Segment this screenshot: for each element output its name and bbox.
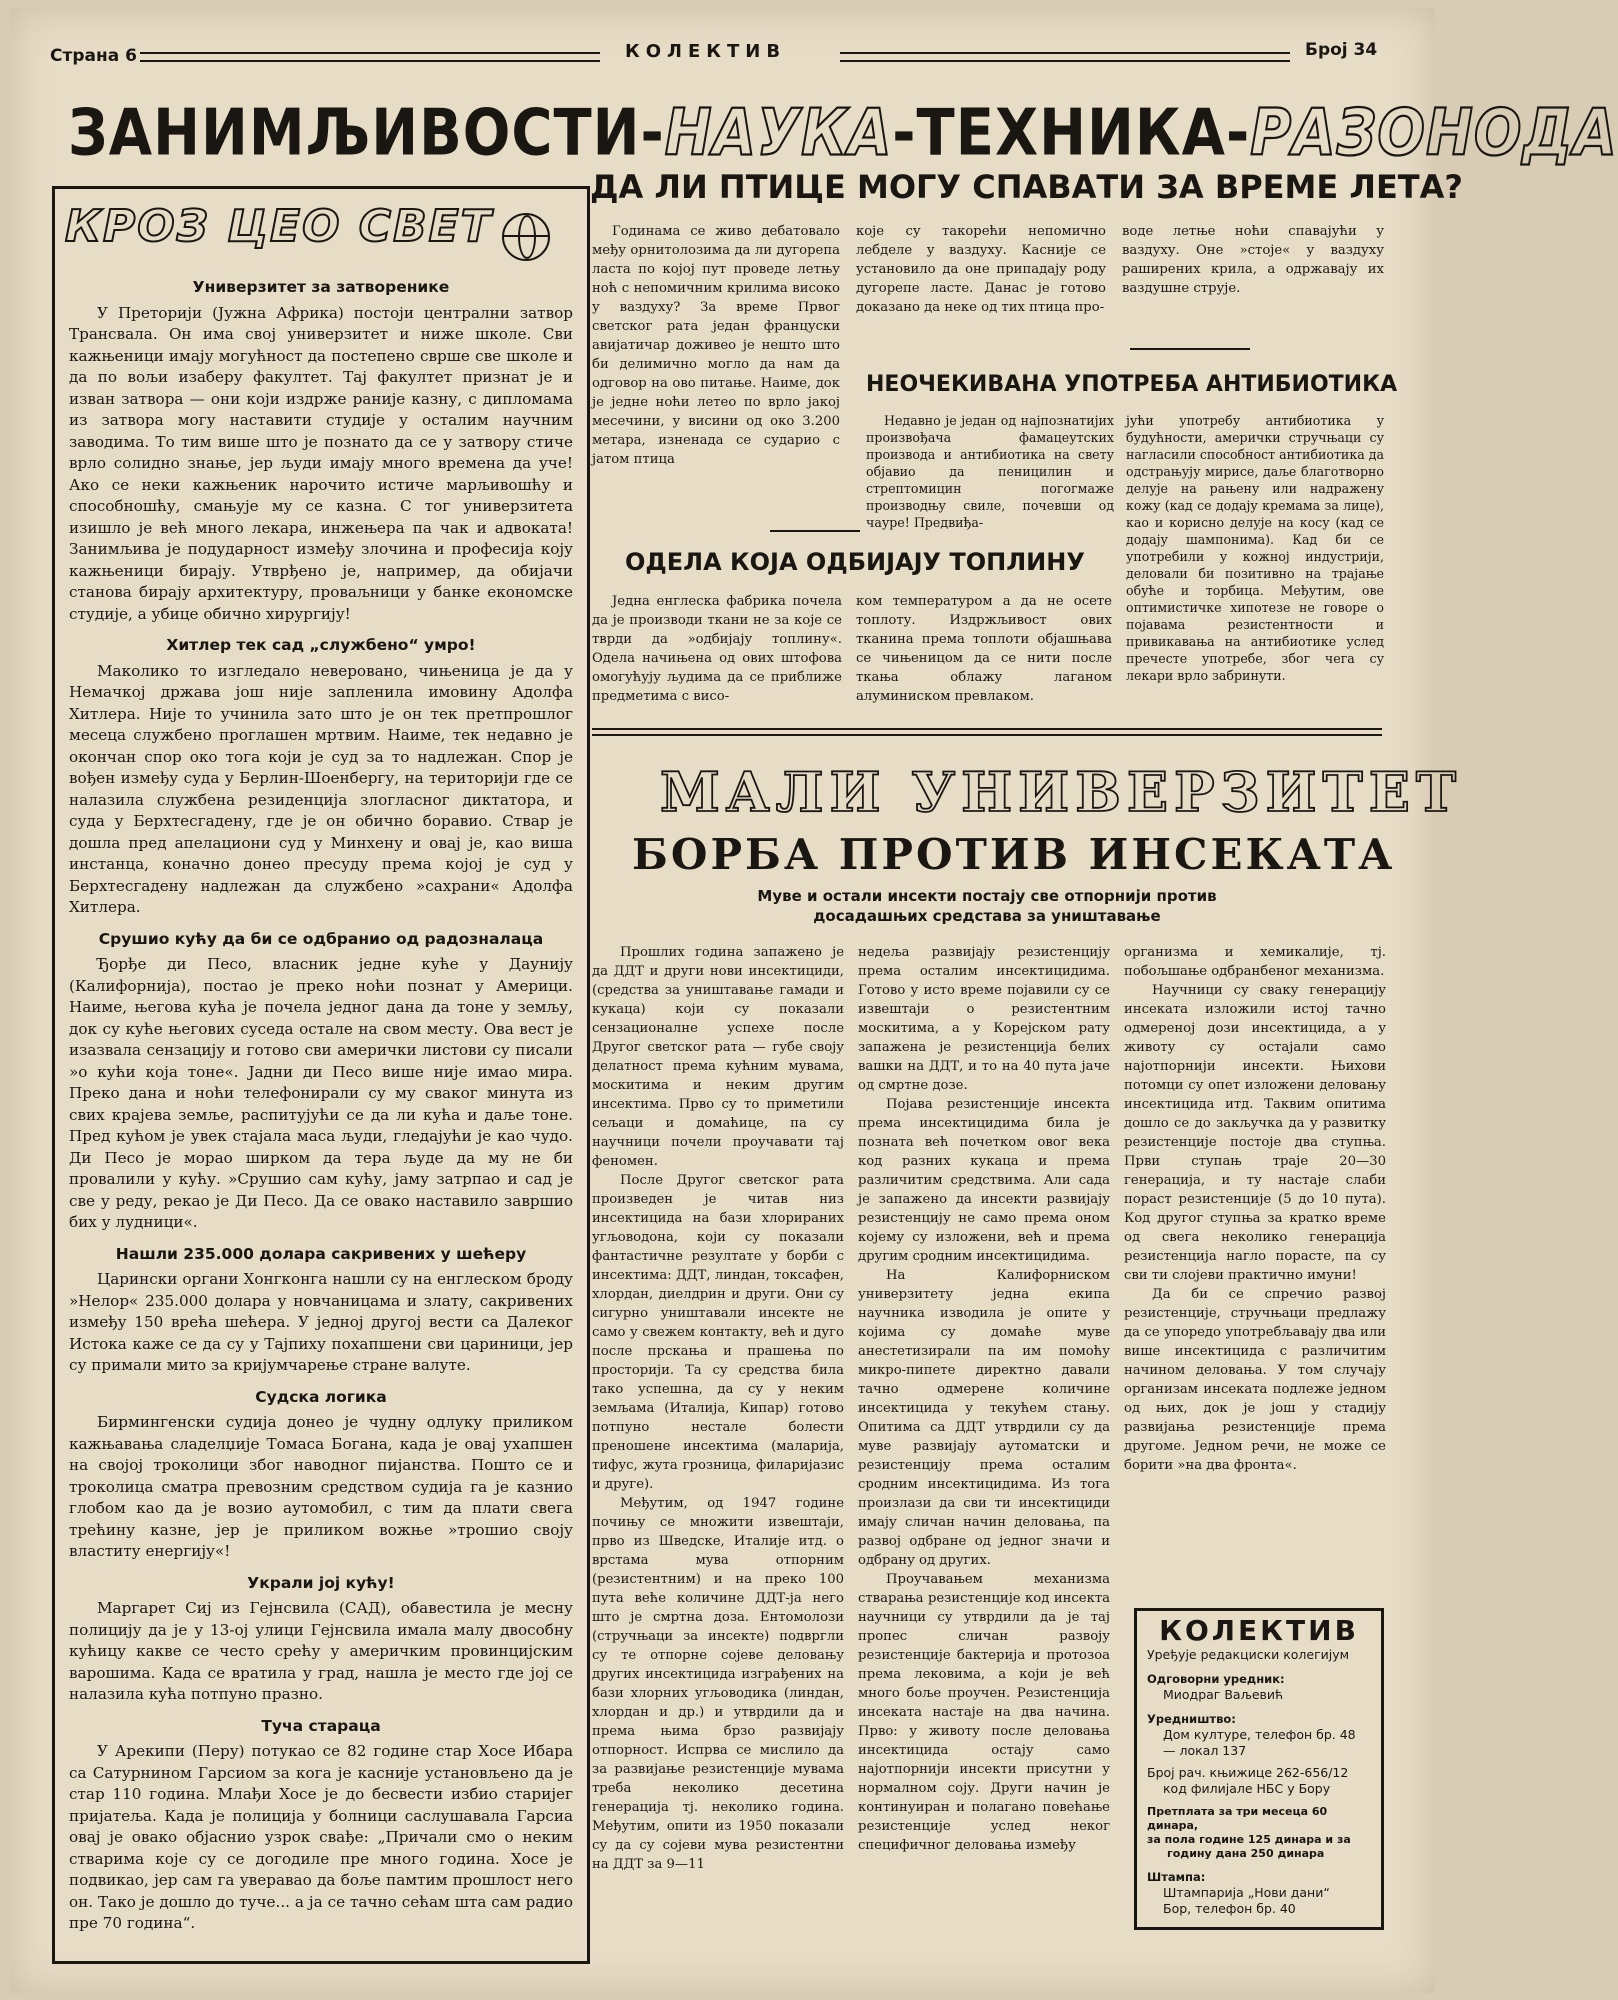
paragraph: После Другог светског рата произведен је читав низ инсектицида на бази хлорираних угљоводона, који су показали фантастичне резултате у борби с инсектима: ДДТ, линдан, токсафен, хлордан, диелдрин и други. Они су сигурно уништавали инсекте не само у свежем контакту, већ и дуго после прскања и прашења по просторији. Та су средства била тако успешна, да су у неким земљама (Италија, Кипар) готово потпуно нестале болести преношене инсектима (маларија, тифус, жута грозница, филаријазис и друге). (592, 1173, 844, 1492)
paragraph: Научници су сваку генерацију инсеката изложили истој тачно одмереној дози инсектицида, а у животу су остајали само најотпорнији инсекти. Њихови потомци су опет изложени деловању инсектицида итд. Таквим опитима дошло се до закључка да у развитку резистенције постоје два ступња. Први ступањ траје 20—30 генерација, и ту настаје слаби пораст резистенције (5 до 10 пута). Код другог ступња за кратко време од свега неколико генерација резистенција нагло порасте, па су сви ти слојеви практично имуни! (1124, 983, 1386, 1283)
paragraph: На Калифорниском универзитету једна екипа научника изводила је опите у којима су домаће муве анестетизирали па им помоћу микро-пипете директно давали тачно одмерене количине инсектицида у текућем стању. Опитима са ДДТ утврдили су да муве развијају аутоматски и резистенцију према осталим сродним инсектицидима. Из тога произлази да сви ти инсектициди имају сличан начин деловања, па развој одбране од једног значи и одбрану од других. (858, 1268, 1110, 1568)
article-title: Туча стараца (261, 1716, 381, 1735)
news-list (69, 277, 573, 1935)
article-title: Хитлер тек сад „службено“ умро! (166, 636, 476, 654)
newspaper-page (10, 8, 1618, 1993)
colophon-editors: Уређује редакциски колегијум (1147, 1647, 1350, 1662)
article-text: Царински органи Хонгконга нашли су на енглеском броду »Нелор« 235.000 долара у новчаницама и злату, сакривених између 150 врећа шећера. У једној другој вести са Далеког Истока каже се да су у Тајпиху похапшени сви цариници, јер су примали мито за кријумчарење стране валуте. (69, 1270, 573, 1374)
birds-text-3: воде летње ноћи спавајући у ваздуху. Оне »стоје« у ваздуху раширених крила, а одржавају их ваздушне струје. (1122, 224, 1384, 296)
paper-name: КОЛЕКТИВ (625, 41, 787, 62)
article-text: У Арекипи (Перу) потукао се 82 године стар Хосе Ибара са Сатурнином Гарсиом за кога је касније установљено да је стар 110 година. Млађи Хосе је до бесвести избио старијег пријатеља. Када је полиција у болници саслушавала Гарсиа овај је овако објаснио узрок свађе: „Причали смо о неким стварима које су се догодиле пре много година. Хосе је подвикао, јер сам га уверавао да боље памтим прошлост него он. Тако је дошло до туче... а ја се тачно сећам шта сам радио пре 70 година“. (69, 1742, 573, 1932)
colophon-account: код филијале НБС у Бору (1163, 1781, 1331, 1796)
article-title: Судска логика (255, 1387, 387, 1406)
paragraph: Међутим, од 1947 године почињу се множити извештаји, прво из Шведске, Италије итд. о врстама мува отпорним (резистентним) и на преко 100 пута веће количине ДДТ-ја него што је смртна доза. Ентомолози (стручњаци за инсекте) подвргли су те отпорне сојеве деловању других инсектицида изграђених на бази хлорних угљоводика (линдан, хлордан и др.) и утврдили да и према њима брзо развијају отпорност. Испрва се мислило да за развијање резистенције мувама треба неколико десетина генерација тј. неколико година. Међутим, опити из 1950 показали су да су сојеви мува резистентни на ДДТ за 9—11 (592, 1496, 844, 1872)
birds-col-3 (1122, 222, 1384, 298)
birds-text-1: Годинама се живо дебатовало међу орнитолозима да ли дугорепа ласта по којој пут проведе летњу ноћ с непомичним крилима високо у ваздуху? За време Првог светског рата један француски авијатичар доживео је нешто што би делимично могло да нам да одговор на ово питање. Наиме, док је једне ноћи летео по врло јакој месечини, у висини од око 3.200 метара, изненада се сударио с јатом птица (592, 224, 840, 467)
article-text: Маргарет Сиј из Гејнсвила (САД), обавестила је месну полицију да је у 13-ој улици Гејнсвила имала малу двособну кућицу какве се често срећу у америчким провинцијским варошима. Када се вратила у град, нашла је место где јој се налазила кућа потпуно празно. (69, 1599, 573, 1703)
divider (1130, 348, 1250, 350)
colophon-subscription-line: за пола године 125 динара и за (1147, 1833, 1351, 1846)
around-the-world-title: КРОЗ ЦЕО СВЕТ (65, 201, 493, 252)
subtitle-line-2: досадашњих средстава за уништавање (813, 907, 1161, 925)
clothes-headline: ОДЕЛА КОЈА ОДБИЈАЈУ ТОПЛИНУ (625, 548, 1085, 576)
banner-part-1: ЗАНИМЉИВОСТИ- (68, 96, 665, 171)
article-title: Универзитет за затворенике (192, 278, 450, 296)
antibiotics-text-1: Недавно је један од најпознатијих произвођача фамацеутских производа и антибиотика на свету објавио да пеницилин и стрептомицин погогмаже производњу свиле, почевши од чауре! Предвиђа- (866, 413, 1114, 530)
colophon-address: Дом културе, телефон бр. 48 (1163, 1727, 1356, 1742)
paragraph: Проучавањем механизма стварања резистенције код инсекта научници су утврдили да је тај пропес сличан развоју резистенције бактерија и протозоа према лековима, а који је већ много боље проучен. Резистенција инсеката настаје на два начина. Прво: у животу после деловања инсектицида остају само најотпорнији инсекти присутни у нормалном соју. Други начин је континуиран и полагано повећање резистенције услед неког специфичног деловања између (858, 1572, 1110, 1853)
header-rule-right (840, 52, 1290, 62)
header-rule-left (140, 52, 600, 62)
globe-icon (502, 213, 550, 261)
colophon-label: Одговорни уредник: (1147, 1672, 1285, 1686)
banner-part-2: НАУКА (664, 96, 893, 171)
subtitle-line-1: Муве и остали инсекти постају све отпорнији против (757, 887, 1217, 905)
divider (770, 530, 860, 532)
colophon-label: Уредништво: (1147, 1712, 1236, 1726)
paragraph: Прошлих година запажено је да ДДТ и други нови инсектициди, (средства за уништавање гамади и кукаца) који су показали сензационалне успехе после Другог светског рата — губе своју делатност према кућним мувама, москитима и неким другим инсектима. Прво су то приметили сељаци и домаћице, па су научници почели проучавати тај феномен. (592, 945, 844, 1169)
antibiotics-col-1 (866, 412, 1114, 531)
article-text: Ђорђе ди Песо, власник једне куће у Даунију (Калифорнија), постао је преко ноћи познат у Америци. Наиме, његова кућа је почела једног дана да тоне у земљу, док су куће његових суседа остале на свом месту. Ова вест је изазвала сензацију и готово сви амерички листови су писали »о кући која тоне«. Јадни ди Песо више није имао мира. Преко дана и ноћи телефонирали су му сваког минута из свих крајева земље, распитујући се да ли кућа и даље тоне. Пред кућом је увек стајала маса људи, гледајући је као чудо. Ди Песо је морао ширком да тера људе да му не би провалили у кућу. »Срушио сам кућу, јаму затрпао и сад је све у реду, рекао је Ди Песо. Да се овако наставило завршио бих у лудници«. (69, 955, 573, 1231)
colophon-printer: Бор, телефон бр. 40 (1163, 1901, 1296, 1916)
university-col-2 (858, 943, 1110, 1855)
colophon-subscription-line: годину дана 250 динара (1167, 1847, 1325, 1860)
colophon-label: Штампа: (1147, 1870, 1206, 1884)
banner-part-3: -ТЕХНИКА- (892, 96, 1251, 171)
paragraph: Да би се спречио развој резистенције, стручњаци предлажу да се упоредо употребљавају два или више инсектицида с различитим начином деловања. У том случају организам инсеката подлеже једном од њих, док је још у стадију развијања резистенције према другоме. Једном речи, не може се борити »на два фронта«. (1124, 1287, 1386, 1473)
article-text: Маколико то изгледало неверовано, чињеница је да у Немачкој држава још није запленила имовину Адолфа Хитлера. Није то учинила зато што је он тек претпрошлог месеца службено проглашен мртвим. Наиме, тек недавно је окончан спор око тога који је суд за то надлежан. Спор је вођен између суда у Берлин-Шоенбергу, на територији где се налазила службена резиденција злогласног диктатора, и суда у Берхтесгадену, где је он обично боравио. Ствар је дошла пред апелациони суд у Минхену и овај је, као виша инстанца, коначно донео пресуду према којој је суд у Берхтесгадену надлежан да службено »сахрани« Адолфа Хитлера. (69, 661, 573, 916)
clothes-col-1 (592, 592, 842, 706)
paragraph: организма и хемикалије, тј. побољшање одбранбеног механизма. (1124, 945, 1386, 979)
around-the-world-heading (65, 201, 575, 261)
colophon-address: — локал 137 (1163, 1743, 1247, 1758)
university-col-3 (1124, 943, 1386, 1475)
colophon-editor-name: Миодраг Ваљевић (1163, 1687, 1284, 1702)
birds-text-2: које су такорећи непомично лебделе у ваздуху. Касније се установило да оне припадају роду дугорепе ласте. Данас је готово доказано да неке од тих птица про- (856, 224, 1106, 315)
colophon-title: КОЛЕКТИВ (1159, 1614, 1359, 1647)
issue-number: Број 34 (1305, 40, 1378, 60)
antibiotics-col-2 (1126, 412, 1384, 684)
university-col-1 (592, 943, 844, 1874)
colophon-subscription-line: Претплата за три месеца 60 динара, (1147, 1805, 1328, 1832)
paragraph: недеља развијају резистенцију према осталим инсектицидима. Готово у исто време појавили су се извештаји о резистентним москитима, а у Корејском рату запажена је резистенција белих вашки на ДДТ, и то на 40 пута јаче од смртне дозе. (858, 945, 1110, 1093)
university-title: БОРБА ПРОТИВ ИНСЕКАТА (632, 830, 1396, 879)
birds-headline: ДА ЛИ ПТИЦЕ МОГУ СПАВАТИ ЗА ВРЕМЕ ЛЕТА? (590, 168, 1463, 206)
antibiotics-headline: НЕОЧЕКИВАНА УПОТРЕБА АНТИБИОТИКА (866, 372, 1398, 397)
section-banner (68, 96, 1618, 171)
university-subtitle (592, 886, 1382, 926)
article-title: Нашли 235.000 долара сакривених у шећеру (115, 1244, 527, 1263)
colophon-box (1134, 1608, 1384, 1930)
colophon-printer: Штампарија „Нови дани“ (1163, 1885, 1330, 1900)
colophon-subscription (1147, 1805, 1371, 1861)
university-kicker: МАЛИ УНИВЕРЗИТЕТ (660, 760, 1463, 824)
clothes-col-2 (856, 592, 1112, 706)
article-text: У Преторији (Јужна Африка) постоји централни затвор Трансвала. Он има свој универзитет и ниже школе. Сви кажњеници имају могућност да постепено сврше све школе и да по вољи изаберу факултет. Тај факултет признат је и изван затвора — они који издрже раније казну, с дипломама из затвора могу наставити студије у осталим научним заводима. То тим више што је познато да се у затвору стиче врло солидно знање, јер људи имају много времена да уче! Ако се неки кажњеник нарочито истиче марљивошћу и способношћу, смањује му се казна. С тог универзитета изишло је већ много лекара, инжењера па чак и адвоката! Занимљива је подударност између злочина и професија коју кажњеници бирају. Утврђено је, например, да обијачи станова бирају архитектуру, проваљници у банке економске студије, а убице обично хирургију! (69, 303, 573, 623)
article-title: Украли јој кућу! (247, 1573, 395, 1592)
clothes-text-1: Једна енглеска фабрика почела да је производи ткани не за које се тврди да »одбијају топлину«. Одела начињена од ових штофова омогућују људима да се приближе предметима с висо- (592, 594, 842, 704)
antibiotics-text-2: јући употребу антибиотика у будућности, амерички стручњаци су нагласили способност антибиотика да одстрањују мирисе, даље благотворно делује на рањену или надражену кожу (кад се додају кремама за лице), као и корисно делује на косу (кад се додају шампонима). Кад би се употребили у кожној индустрији, деловали би позитивно на трајање обуће и торбица. Међутим, ове оптимистичке хипотезе не говоре о појавама резистентности и привикавања на антибиотике услед пречесте употребе, због чега су лекари врло забринути. (1126, 413, 1384, 683)
article-text: Бирмингенски судија донео је чудну одлуку приликом кажњавања сладелџије Томаса Богана, када је овај ухапшен на својој троколици због наводног пијанства. Пошто се и троколица сматра превозним средством судија га је казнио глобом као да је возио аутомобил, с тим да плати свега трећину казне, јер је приликом вожње »трошио своју властиту енергију«! (69, 1413, 573, 1560)
colophon-account: Број рач. књижице 262-656/12 (1147, 1765, 1349, 1780)
banner-part-4: РАЗОНОДА (1250, 96, 1618, 171)
birds-col-2 (856, 222, 1106, 317)
paragraph: Појава резистенције инсекта према инсектицидима била је позната већ почетком овог века код разних кукаца и према различитим средствима. Али сада је запажено да инсекти развијају резистенцију не само према оном којему су изложени, већ и према другим сродним инсектицидима. (858, 1097, 1110, 1264)
section-divider (592, 728, 1382, 736)
article-title: Срушио кућу да би се одбранио од радозналаца (98, 929, 544, 948)
clothes-text-2: ком температуром а да не осете топлоту. Издржљивост ових тканина према топлоти објашњава се чињеницом да се нити после ткања облажу лаганом алуминиском превлаком. (856, 594, 1112, 704)
page-number: Страна 6 (50, 46, 137, 66)
birds-col-1 (592, 222, 840, 469)
around-the-world-box (52, 186, 590, 1964)
